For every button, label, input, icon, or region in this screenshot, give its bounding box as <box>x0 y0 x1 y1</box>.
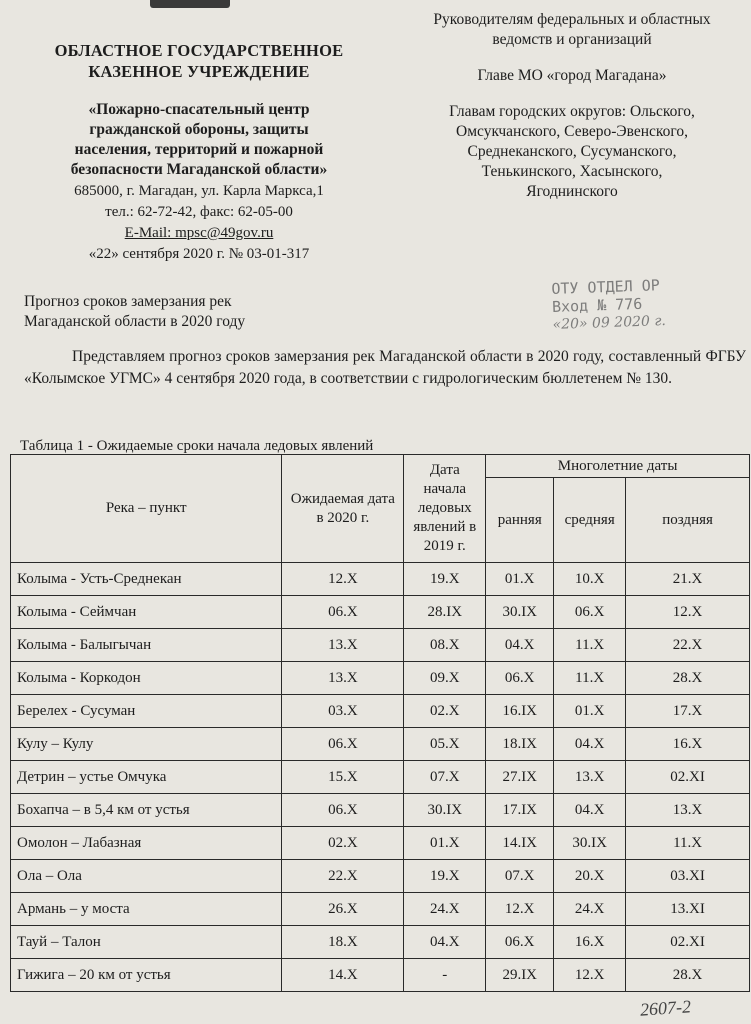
recipients-block <box>392 10 751 218</box>
recipient-3-line5: Ягоднинского <box>526 183 618 200</box>
date-cell: 01.X <box>554 695 626 728</box>
date-cell: 04.X <box>554 794 626 827</box>
table-row <box>11 761 750 794</box>
date-cell: 14.IX <box>486 827 554 860</box>
stamp-line3: «20» 09 2020 г. <box>552 313 667 333</box>
table-row <box>11 728 750 761</box>
center-name <box>18 100 380 180</box>
date-cell: 22.X <box>282 860 404 893</box>
date-cell: 12.X <box>626 596 750 629</box>
date-cell: 18.IX <box>486 728 554 761</box>
date-cell: 08.X <box>404 629 486 662</box>
date-cell: 13.XI <box>626 893 750 926</box>
date-cell: 11.X <box>554 629 626 662</box>
org-line2: КАЗЕННОЕ УЧРЕЖДЕНИЕ <box>88 62 310 81</box>
top-dark-edge <box>150 0 230 8</box>
table-caption: Таблица 1 - Ожидаемые сроки начала ледовых явлений <box>20 438 374 454</box>
river-cell: Армань – у моста <box>11 893 282 926</box>
table-row <box>11 629 750 662</box>
header-2019: Дата начала ледовых явлений в 2019 г. <box>404 455 486 563</box>
date-cell: 04.X <box>486 629 554 662</box>
date-cell: 17.X <box>626 695 750 728</box>
date-cell: 13.X <box>282 629 404 662</box>
date-cell: 05.X <box>404 728 486 761</box>
recipient-3-line2: Омсукчанского, Северо-Эвенского, <box>456 123 688 140</box>
river-cell: Берелех - Сусуман <box>11 695 282 728</box>
table-row <box>11 794 750 827</box>
date-cell: 11.X <box>626 827 750 860</box>
recipient-3-line4: Тенькинского, Хасынского, <box>481 163 663 180</box>
date-cell: 12.X <box>282 563 404 596</box>
date-cell: 13.X <box>554 761 626 794</box>
table-row <box>11 860 750 893</box>
date-cell: 02.XI <box>626 926 750 959</box>
ice-dates-table <box>10 454 750 992</box>
handwritten-note: 2607-2 <box>639 996 692 1020</box>
river-cell: Колыма - Сеймчан <box>11 596 282 629</box>
date-cell: 29.IX <box>486 959 554 992</box>
date-cell: 15.X <box>282 761 404 794</box>
header-river: Река – пункт <box>11 455 282 563</box>
river-cell: Колыма - Коркодон <box>11 662 282 695</box>
date-number: «22» сентября 2020 г. № 03-01-317 <box>88 246 310 262</box>
date-cell: 03.X <box>282 695 404 728</box>
date-cell: 01.X <box>486 563 554 596</box>
date-cell: 24.X <box>554 893 626 926</box>
date-cell: 07.X <box>486 860 554 893</box>
table-body <box>11 563 750 992</box>
header-middle: средняя <box>554 478 626 563</box>
date-cell: 12.X <box>486 893 554 926</box>
stamp-line1: ОТУ ОТДЕЛ ОР <box>551 276 661 298</box>
river-cell: Тауй – Талон <box>11 926 282 959</box>
recipient-1 <box>392 10 751 50</box>
date-cell: 02.XI <box>626 761 750 794</box>
center-line4: безопасности Магаданской области» <box>70 161 328 178</box>
table-row <box>11 926 750 959</box>
date-cell: 06.X <box>486 662 554 695</box>
date-cell: 18.X <box>282 926 404 959</box>
date-cell: 28.IX <box>404 596 486 629</box>
center-line3: населения, территорий и пожарной <box>74 141 324 158</box>
table-row <box>11 893 750 926</box>
table-row <box>11 563 750 596</box>
date-cell: 04.X <box>404 926 486 959</box>
subject-line2: Магаданской области в 2020 году <box>24 313 246 330</box>
river-cell: Ола – Ола <box>11 860 282 893</box>
date-cell: 17.IX <box>486 794 554 827</box>
org-name <box>18 40 380 82</box>
date-cell: 06.X <box>554 596 626 629</box>
date-cell: 30.IX <box>404 794 486 827</box>
date-cell: 01.X <box>404 827 486 860</box>
address: 685000, г. Магадан, ул. Карла Маркса,1 <box>74 183 324 199</box>
date-cell: 12.X <box>554 959 626 992</box>
date-cell: 21.X <box>626 563 750 596</box>
date-cell: 26.X <box>282 893 404 926</box>
date-cell: 06.X <box>486 926 554 959</box>
date-cell: 13.X <box>626 794 750 827</box>
date-cell: 16.IX <box>486 695 554 728</box>
date-cell: - <box>404 959 486 992</box>
header-early: ранняя <box>486 478 554 563</box>
date-cell: 24.X <box>404 893 486 926</box>
date-cell: 04.X <box>554 728 626 761</box>
org-line1: ОБЛАСТНОЕ ГОСУДАРСТВЕННОЕ <box>54 41 344 60</box>
date-cell: 28.X <box>626 959 750 992</box>
date-cell: 09.X <box>404 662 486 695</box>
incoming-stamp <box>551 276 666 334</box>
stamp-line2: Вход № 776 <box>551 294 643 316</box>
date-cell: 06.X <box>282 794 404 827</box>
date-cell: 19.X <box>404 860 486 893</box>
recipient-3-line1: Главам городских округов: Ольского, <box>449 103 695 120</box>
river-cell: Детрин – устье Омчука <box>11 761 282 794</box>
river-cell: Кулу – Кулу <box>11 728 282 761</box>
date-cell: 28.X <box>626 662 750 695</box>
date-cell: 22.X <box>626 629 750 662</box>
date-cell: 06.X <box>282 728 404 761</box>
date-cell: 20.X <box>554 860 626 893</box>
table-row <box>11 662 750 695</box>
email-link[interactable]: E-Mail: mpsc@49gov.ru <box>124 225 274 241</box>
table-row <box>11 596 750 629</box>
intro-paragraph: Представляем прогноз сроков замерзания рек Магаданской области в 2020 году, составленный ФГБУ «Колымское УГМС» 4 сентября 2020 года, в соответствии с гидрологическим бюллетенем № 130. <box>24 348 746 387</box>
header-late: поздняя <box>626 478 750 563</box>
table-row <box>11 695 750 728</box>
date-cell: 16.X <box>626 728 750 761</box>
header-expected: Ожидаемая дата в 2020 г. <box>282 455 404 563</box>
table-row <box>11 959 750 992</box>
date-cell: 11.X <box>554 662 626 695</box>
date-cell: 14.X <box>282 959 404 992</box>
phones: тел.: 62-72-42, факс: 62-05-00 <box>105 204 293 220</box>
date-cell: 06.X <box>282 596 404 629</box>
date-cell: 13.X <box>282 662 404 695</box>
river-cell: Колыма - Усть-Среднекан <box>11 563 282 596</box>
recipient-1-line2: ведомств и организаций <box>492 31 652 48</box>
date-cell: 02.X <box>404 695 486 728</box>
river-cell: Омолон – Лабазная <box>11 827 282 860</box>
date-cell: 10.X <box>554 563 626 596</box>
center-line2: гражданской обороны, защиты <box>89 121 309 138</box>
date-cell: 03.XI <box>626 860 750 893</box>
subject <box>24 292 245 332</box>
river-cell: Бохапча – в 5,4 км от устья <box>11 794 282 827</box>
recipient-3-line3: Среднеканского, Сусуманского, <box>467 143 677 160</box>
recipient-1-line1: Руководителям федеральных и областных <box>433 11 711 28</box>
date-cell: 16.X <box>554 926 626 959</box>
sender-block <box>18 40 380 264</box>
center-line1: «Пожарно-спасательный центр <box>88 101 310 118</box>
recipient-3 <box>392 102 751 202</box>
table-row <box>11 827 750 860</box>
header-multi: Многолетние даты <box>486 455 750 478</box>
date-cell: 19.X <box>404 563 486 596</box>
date-cell: 02.X <box>282 827 404 860</box>
date-cell: 27.IX <box>486 761 554 794</box>
date-cell: 30.IX <box>486 596 554 629</box>
recipient-2: Главе МО «город Магадана» <box>477 67 667 84</box>
river-cell: Гижига – 20 км от устья <box>11 959 282 992</box>
date-cell: 30.IX <box>554 827 626 860</box>
river-cell: Колыма - Балыгычан <box>11 629 282 662</box>
date-cell: 07.X <box>404 761 486 794</box>
subject-line1: Прогноз сроков замерзания рек <box>24 293 232 310</box>
